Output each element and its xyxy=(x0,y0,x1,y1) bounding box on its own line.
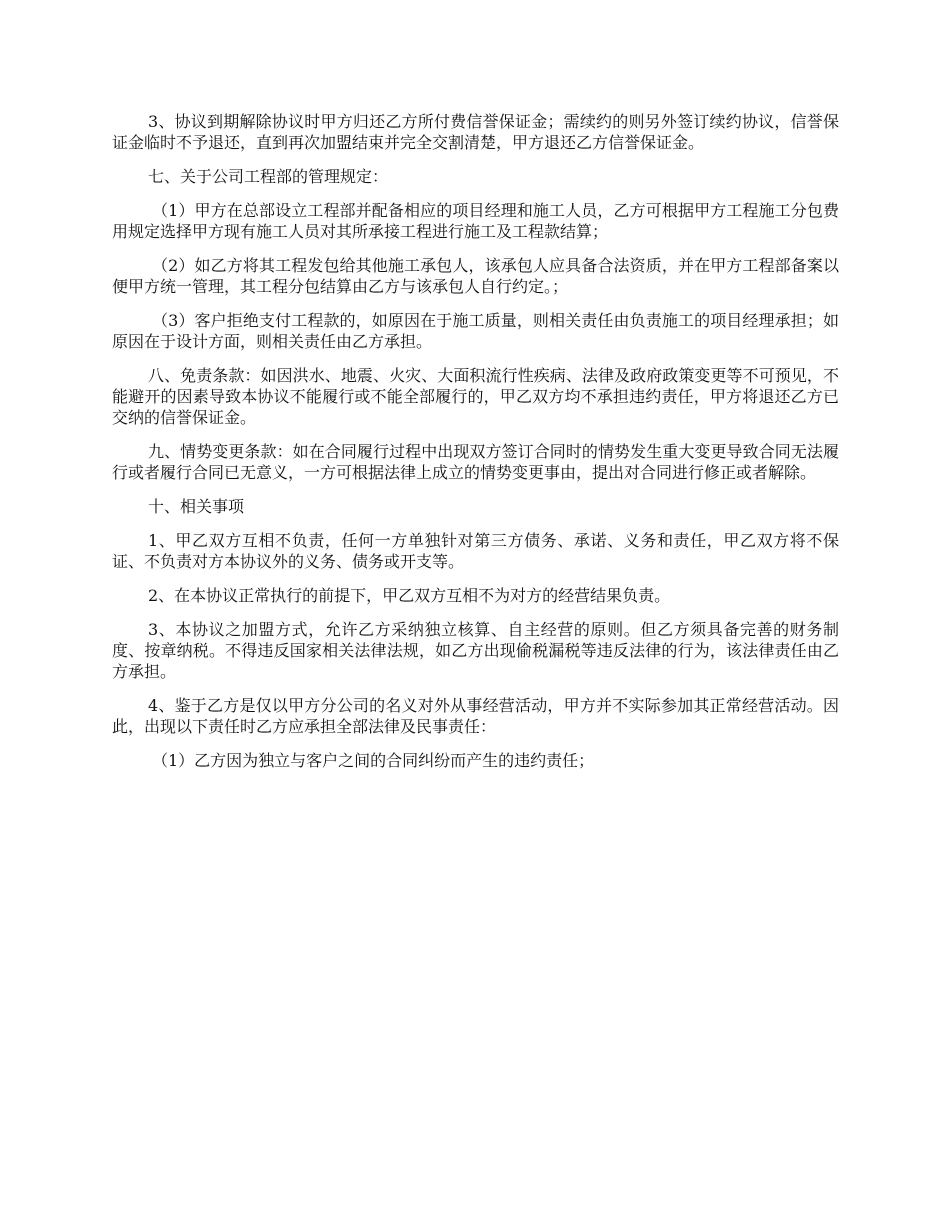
section-heading-engineering-dept: 七、关于公司工程部的管理规定： xyxy=(148,167,389,186)
paragraph-matter-4: 4、鉴于乙方是仅以甲方分公司的名义对外从事经营活动，甲方并不实际参加其正常经营活动。因此，出现以下责任时乙方应承担全部法律及民事责任： xyxy=(112,696,839,736)
paragraph-exemption-clause: 八、免责条款：如因洪水、地震、火灾、大面积流行性疾病、法律及政府政策变更等不可预见，不能避开的因素导致本协议不能履行或不能全部履行的，甲乙双方均不承担违约责任，甲方将退还乙方已交纳的信誉保证金。 xyxy=(112,366,839,427)
paragraph-deposit-return: 3、协议到期解除协议时甲方归还乙方所付费信誉保证金；需续约的则另外签订续约协议，信誉保证金临时不予退还，直到再次加盟结束并完全交割清楚，甲方退还乙方信誉保证金。 xyxy=(112,112,839,152)
paragraph-matter-1: 1、甲乙双方互相不负责，任何一方单独针对第三方债务、承诺、义务和责任，甲乙双方将不保证、不负责对方本协议外的义务、债务或开支等。 xyxy=(112,531,839,571)
paragraph-item-3: （3）客户拒绝支付工程款的，如原因在于施工质量，则相关责任由负责施工的项目经理承担；如原因在于设计方面，则相关责任由乙方承担。 xyxy=(112,311,839,351)
section-heading-related-matters: 十、相关事项 xyxy=(148,497,245,516)
paragraph-change-of-circumstances: 九、情势变更条款：如在合同履行过程中出现双方签订合同时的情势发生重大变更导致合同无法履行或者履行合同已无意义，一方可根据法律上成立的情势变更事由，提出对合同进行修正或者解除。 xyxy=(112,442,839,482)
paragraph-matter-3: 3、本协议之加盟方式，允许乙方采纳独立核算、自主经营的原则。但乙方须具备完善的财务制度、按章纳税。不得违反国家相关法律法规，如乙方出现偷税漏税等违反法律的行为，该法律责任由乙方承担。 xyxy=(112,620,839,681)
paragraph-item-2: （2）如乙方将其工程发包给其他施工承包人，该承包人应具备合法资质，并在甲方工程部备案以便甲方统一管理，其工程分包结算由乙方与该承包人自行约定。； xyxy=(112,256,839,296)
document-page xyxy=(112,111,839,784)
paragraph-liability-item-1: （1）乙方因为独立与客户之间的合同纠纷而产生的违约责任； xyxy=(152,751,595,770)
paragraph-item-1: （1）甲方在总部设立工程部并配备相应的项目经理和施工人员，乙方可根据甲方工程施工分包费用规定选择甲方现有施工人员对其所承接工程进行施工及工程款结算； xyxy=(112,201,839,241)
paragraph-matter-2: 2、在本协议正常执行的前提下，甲乙双方互相不为对方的经营结果负责。 xyxy=(148,586,671,605)
